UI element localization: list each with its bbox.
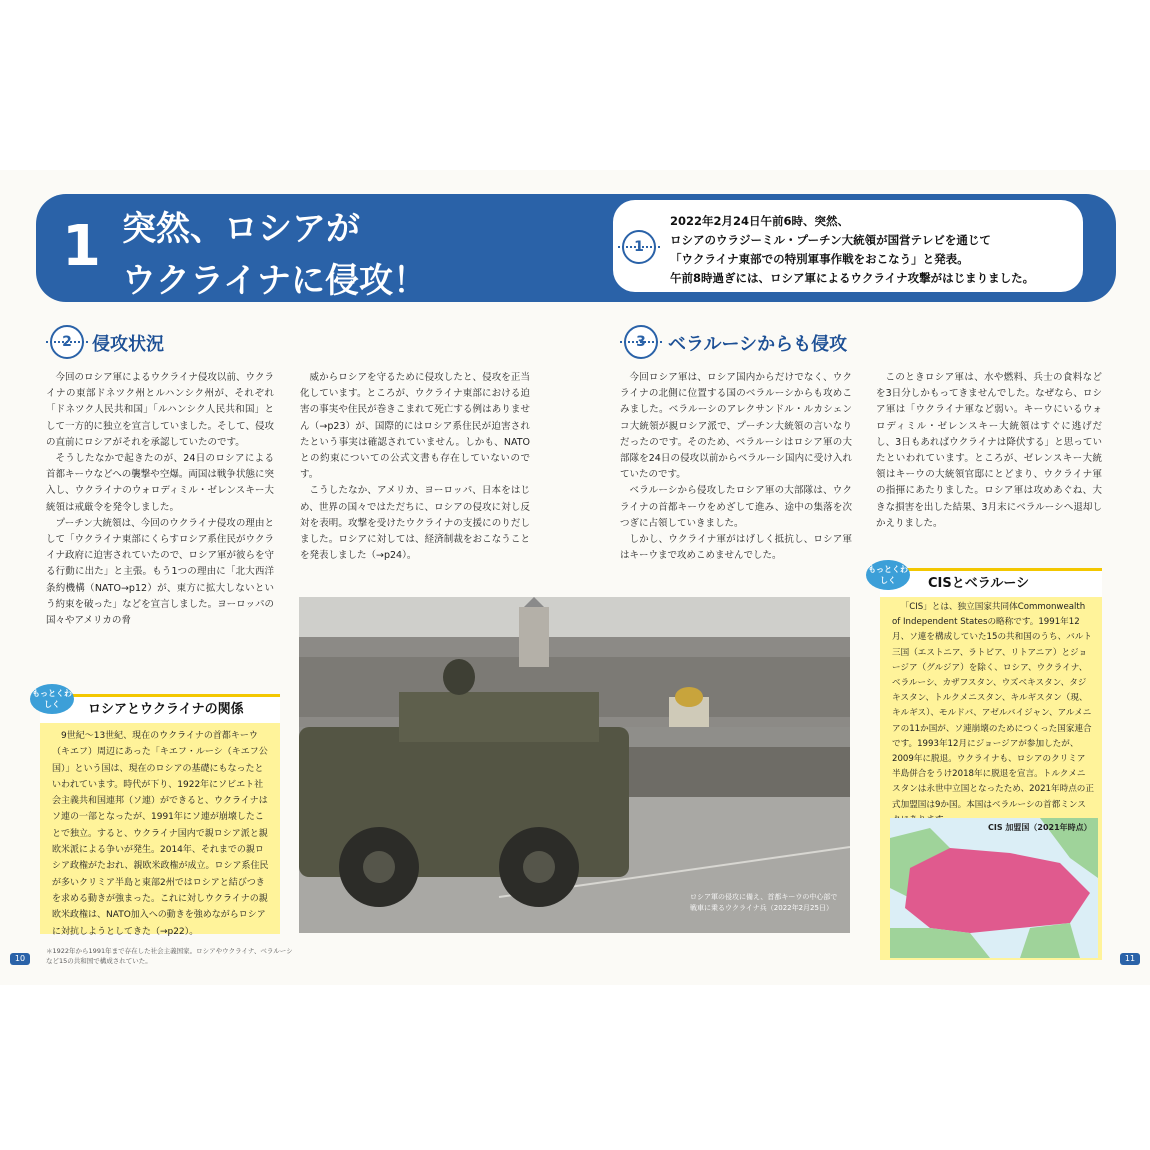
intro-text	[670, 212, 1034, 288]
section-3-title: ベラルーシからも侵攻	[668, 334, 848, 355]
paragraph: こうしたなか、アメリカ、ヨーロッパ、日本をはじめ、世界の国々ではただちに、ロシアの侵攻に対し反対を表明。攻撃を受けたウクライナの支援にのりだしました。ロシアに対しては、経済制裁をおこなうことを発表しました（→p24）。	[300, 485, 530, 562]
box-russia-ukraine	[40, 694, 280, 937]
paragraph: ベラルーシから侵攻したロシア軍の大部隊は、ウクライナの首都キーウをめざして進み、途中の集落を次つぎに占領していきました。	[620, 485, 852, 529]
paragraph: プーチン大統領は、今回のウクライナ侵攻の理由として「ウクライナ東部にくらすロシア系住民がウクライナ政府に迫害されていたので、ロシア軍が彼らを守る行動に出た」と主張。もう1つの理由に「北大西洋条約機構（NATO→p12）が、東方に拡大しないという約束を破った」などを宣言しました。ヨーロッパの国々やアメリカの脅	[46, 517, 274, 627]
paragraph: このときロシア軍は、水や燃料、兵士の食料などを3日分しかもってきませんでした。なぜなら、ロシア軍は「ウクライナ軍など弱い。キーウにいるウォロディミル・ゼレンスキー大統領はすぐに逃げだし、3日もあればウクライナは降伏する」と思っていたといわれています。ところが、ゼレンスキー大統領はキーウの大統領官邸にとどまり、ウクライナ軍の指揮にあたりました。ロシア軍は攻めあぐね、大きな損害を出した結果、3月末にベラルーシへ退却しかえりました。	[876, 372, 1102, 529]
chapter-number: 1	[62, 214, 101, 279]
box-title: CISとベラルーシ	[928, 576, 1030, 591]
paragraph: しかし、ウクライナ軍がはげしく抵抗し、ロシア軍はキーウまで攻めこめませんでした。	[620, 534, 852, 562]
box-title: ロシアとウクライナの関係	[88, 702, 244, 717]
section-2-title: 侵攻状況	[92, 334, 164, 355]
section-2-column-2	[300, 370, 530, 564]
marker-1-icon: 1	[622, 230, 656, 264]
box-body	[892, 600, 1094, 828]
paragraph: 威からロシアを守るために侵攻したと、侵攻を正当化しています。ところが、ウクライナ東部における迫害の事実や住民が巻きこまれて死亡する例はありません（→p23）が、国際的にはロシア系住民が迫害されたという事実は確認されていません。しかも、NATOとの約束についての公式文書も存在していないのです。	[300, 372, 530, 481]
footnote: ＊1922年から1991年まで存在した社会主義国家。ロシアやウクライナ、ベラルーシなど15の共和国で構成されていた。	[46, 947, 293, 965]
intro-line: 「ウクライナ東部での特別軍事作戦をおこなう」と発表。	[670, 252, 969, 266]
marker-2-icon: 2	[50, 325, 84, 359]
intro-line: 2022年2月24日午前6時、突然、	[670, 214, 850, 228]
chapter-title	[122, 203, 427, 307]
more-detail-badge: もっとくわしく	[30, 684, 74, 714]
cis-map-illustration	[890, 818, 1098, 958]
paragraph: そうしたなかで起きたのが、24日のロシアによる首都キーウなどへの襲撃や空爆。両国は戦争状態に突入し、ウクライナのウォロディミル・ゼレンスキー大統領は戒厳令を発令しました。	[46, 453, 274, 513]
more-detail-badge: もっとくわしく	[866, 560, 910, 590]
intro-line: 午前8時過ぎには、ロシア軍によるウクライナ攻撃がはじまりました。	[670, 271, 1035, 285]
cis-map	[890, 818, 1098, 958]
section-2-column-1	[46, 370, 274, 629]
photo-illustration	[299, 597, 850, 933]
intro-line: ロシアのウラジーミル・プーチン大統領が国営テレビを通じて	[670, 233, 991, 247]
box-body	[52, 728, 272, 940]
chapter-title-line1: 突然、ロシアが	[122, 209, 360, 249]
marker-3-icon: 3	[624, 325, 658, 359]
box-paragraph: 9世紀〜13世紀、現在のウクライナの首都キーウ（キエフ）周辺にあった「キエフ・ルーシ（キエフ公国）」という国は、現在のロシアの基礎にもなったといわれています。時代が下り、1922年にソビエト社会主義共和国連邦（ソ連）ができると、ウクライナはソ連の一部となったが、1991年にソ連が崩壊したことで独立。すると、ウクライナ国内で親ロシア派と親欧米派による争いが発生。2014年、それまでの親ロシア政権がたおれ、親欧米政権が成立。ロシア系住民が多いクリミア半島と東部2州ではロシアと結びつきを求める動きが強まった。これに対しウクライナの親欧米政権は、NATO加入への動きを強めながらロシアに対抗しようとしてきた（→p22）。	[52, 731, 269, 937]
photo-caption: ロシア軍の侵攻に備え、首都キーウの中心部で戦車に乗るウクライナ兵（2022年2月25日）	[690, 893, 838, 912]
photo-armored-vehicle	[299, 597, 850, 933]
page-number-left: 10	[10, 953, 30, 965]
page-number-right: 11	[1120, 953, 1140, 965]
section-3-column-2	[876, 370, 1102, 532]
paragraph: 今回のロシア軍によるウクライナ侵攻以前、ウクライナの東部ドネツク州とルハンシク州が、それぞれ「ドネツク人民共和国」「ルハンシク人民共和国」として一方的に独立を宣言していました。そして、侵攻の直前にロシアがそれを承認していたのです。	[46, 372, 274, 448]
map-legend: CIS 加盟国（2021年時点）	[988, 823, 1092, 832]
chapter-title-line2: ウクライナに侵攻！	[122, 261, 427, 301]
section-3-column-1	[620, 370, 852, 564]
box-paragraph: 「CIS」とは、独立国家共同体Commonwealth of Independent Statesの略称です。1991年12月、ソ連を構成していた15の共和国のうち、バルト三国（エストニア、ラトビア、リトアニア）とジョージア（グルジア）を除く、ロシア、ウクライナ、ベラルーシ、カザフスタン、ウズベキスタン、タジキスタン、トルクメニスタン、キルギスタン（現、キルギス）、モルドバ、アゼルバイジャン、アルメニアの11か国が、ソ連崩壊のためにつくった国家連合です。1993年12月にジョージアが参加したが、2009年に脱退。ウクライナも、ロシアのクリミア半島併合をうけ2018年に脱退を宣言。トルクメニスタンは永世中立国となったため、2021年時点の正式加盟国は9か国。本国はベラルーシの首都ミンス	[892, 602, 1094, 810]
paragraph: 今回ロシア軍は、ロシア国内からだけでなく、ウクライナの北側に位置する国のベラルーシからも攻めこみました。ベラルーシのアレクサンドル・ルカシェンコ大統領が親ロシア派で、プーチン大統領の言いなりだったのです。そのため、ベラルーシはロシア軍の大部隊を24日の侵攻以前からベラルーシ国内に受け入れていたのです。	[620, 372, 852, 481]
